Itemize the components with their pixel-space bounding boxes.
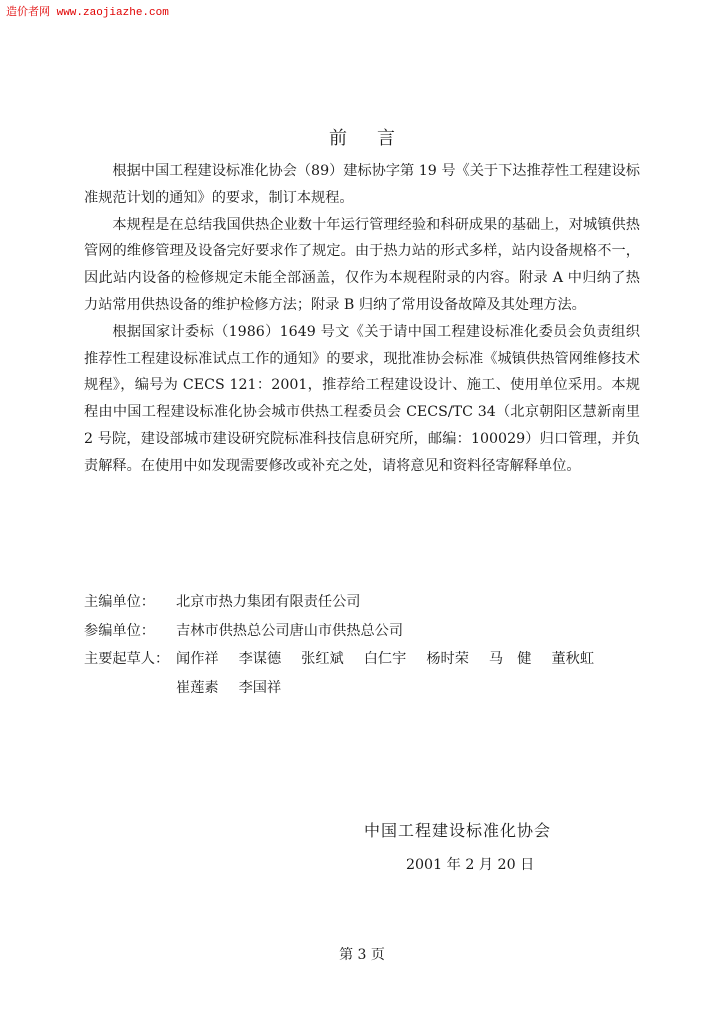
chief-editor-label: 主编单位： — [84, 594, 155, 610]
chief-editor-row — [84, 588, 636, 617]
site-watermark: 造价者网 www.zaojiazhe.com — [6, 7, 169, 19]
chief-editor-value: 北京市热力集团有限责任公司 — [176, 594, 361, 610]
issuing-organization: 中国工程建设标准化协会 — [364, 821, 552, 840]
credits-section — [84, 588, 636, 702]
drafter-name: 董秋虹 — [551, 651, 595, 667]
paragraph-3: 根据国家计委标（1986）1649 号文《关于请中国工程建设标准化委员会负责组织推荐性工程建设标准试点工作的通知》的要求，现批准协会标准《城镇供热管网维修技术规程》，编号为 CECS 121：2001，推荐给工程建设设计、施工、使用单位采用。本规程由中国工程建设标准化协会城市供热工程委员会 CECS/TC 34（北京朝阳区慧新南里 2 号院，建设部城市建设研究院标准科技信息研究所，邮编：100029）归口管理，并负责解释。在使用中如发现需要修改或补充之处，请将意见和资料径寄解释单位。 — [84, 323, 640, 474]
participating-editor-label: 参编单位： — [84, 622, 155, 639]
drafter-name: 杨时荣 — [426, 651, 469, 667]
preface-body — [84, 158, 640, 480]
drafter-name: 白仁宇 — [363, 651, 407, 667]
drafters-row — [84, 645, 636, 702]
participating-editor-row — [84, 617, 636, 646]
drafter-name: 李谋德 — [238, 651, 282, 667]
drafter-name: 李国祥 — [238, 679, 282, 696]
paragraph-1: 根据中国工程建设标准化协会（89）建标协字第 19 号《关于下达推荐性工程建设标准规范计划的通知》的要求，制订本规程。 — [84, 163, 640, 206]
drafter-name: 马 健 — [488, 651, 532, 667]
participating-editor-value: 吉林市供热总公司唐山市供热总公司 — [176, 622, 404, 639]
page-number: 第 3 页 — [339, 947, 385, 963]
drafters-label: 主要起草人： — [84, 651, 170, 667]
drafters-list — [176, 645, 636, 702]
page-title: 前言 — [329, 128, 425, 149]
paragraph-2: 本规程是在总结我国供热企业数十年运行管理经验和科研成果的基础上，对城镇供热管网的维修管理及设备完好要求作了规定。由于热力站的形式多样，站内设备规格不一，因此站内设备的检修规定未能全部涵盖，仅作为本规程附录的内容。附录 A 中归纳了热力站常用供热设备的维护检修方法；附录 B 归纳了常用设备故障及其处理方法。 — [84, 216, 640, 313]
drafter-name: 崔莲素 — [176, 679, 219, 696]
drafter-name: 张红斌 — [301, 651, 344, 667]
issue-date: 2001 年 2 月 20 日 — [406, 857, 535, 873]
drafter-name: 闻作祥 — [176, 651, 219, 667]
